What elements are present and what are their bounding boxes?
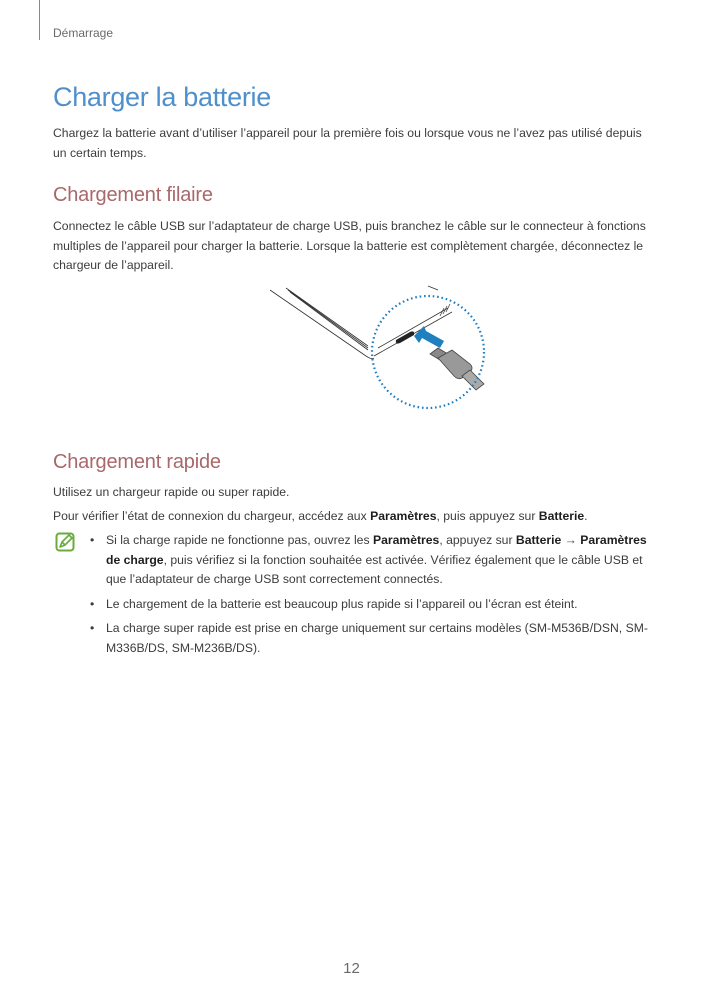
side-rule xyxy=(39,0,40,40)
wired-charging-heading: Chargement filaire xyxy=(53,184,213,206)
fast-charging-text: Utilisez un chargeur rapide ou super rapide. xyxy=(53,485,290,499)
notes-list xyxy=(88,531,658,663)
text-segment: , puis vérifiez si la fonction souhaitée est activée. Vérifiez également que le câble USB et que l’adaptateur de charge USB sont correctement connectés. xyxy=(106,552,643,586)
note-pencil-icon xyxy=(55,532,75,552)
fast-charging-settings-text xyxy=(53,507,653,527)
insert-arrow-icon xyxy=(414,326,444,348)
bullet: • xyxy=(90,533,95,547)
note-item xyxy=(88,531,658,590)
settings-term: Paramètres xyxy=(372,533,440,547)
page-number: 12 xyxy=(343,960,360,977)
note-text: Le chargement de la batterie est beaucoup plus rapide si l’appareil ou l’écran est éteint. xyxy=(106,596,578,611)
fast-charging-heading: Chargement rapide xyxy=(53,451,221,473)
zoom-circle xyxy=(372,296,484,408)
usb-cable xyxy=(430,348,484,390)
note-item xyxy=(88,595,658,615)
arrow: → xyxy=(561,533,581,547)
charging-illustration xyxy=(268,284,494,414)
text-segment: Pour vérifier l’état de connexion du chargeur, accédez aux xyxy=(53,509,371,523)
section-label: Démarrage xyxy=(53,26,114,40)
page-title: Charger la batterie xyxy=(53,82,271,112)
intro-paragraph: Chargez la batterie avant d’utiliser l’appareil pour la première fois ou lorsque vous ne l’avez pas utilisé depuis un certain temps. xyxy=(53,126,642,160)
bullet: • xyxy=(90,596,95,611)
wired-charging-paragraph: Connectez le câble USB sur l’adaptateur de charge USB, puis branchez le câble sur le connecteur à fonctions multiples de l’appareil pour charger la batterie. Lorsque la batterie est complètement chargée, déconnectez le chargeur de l’appareil. xyxy=(53,219,646,272)
note-text: La charge super rapide est prise en charge uniquement sur certains modèles (SM-M536B/DSN, SM-M336B/DS, SM-M236B/DS). xyxy=(106,621,648,655)
text-segment: Si la charge rapide ne fonctionne pas, ouvrez les xyxy=(106,533,373,547)
usb-port xyxy=(396,331,414,343)
battery-term: Batterie xyxy=(515,533,562,547)
text-segment: , appuyez sur xyxy=(439,533,516,547)
charge-settings-term: Paramètres de charge xyxy=(106,533,647,567)
bullet: • xyxy=(90,621,95,635)
settings-term: Paramètres xyxy=(370,509,437,523)
text-segment: . xyxy=(584,509,588,523)
note-item xyxy=(88,619,658,658)
text-segment: , puis appuyez sur xyxy=(436,509,539,523)
battery-term: Batterie xyxy=(538,509,585,523)
